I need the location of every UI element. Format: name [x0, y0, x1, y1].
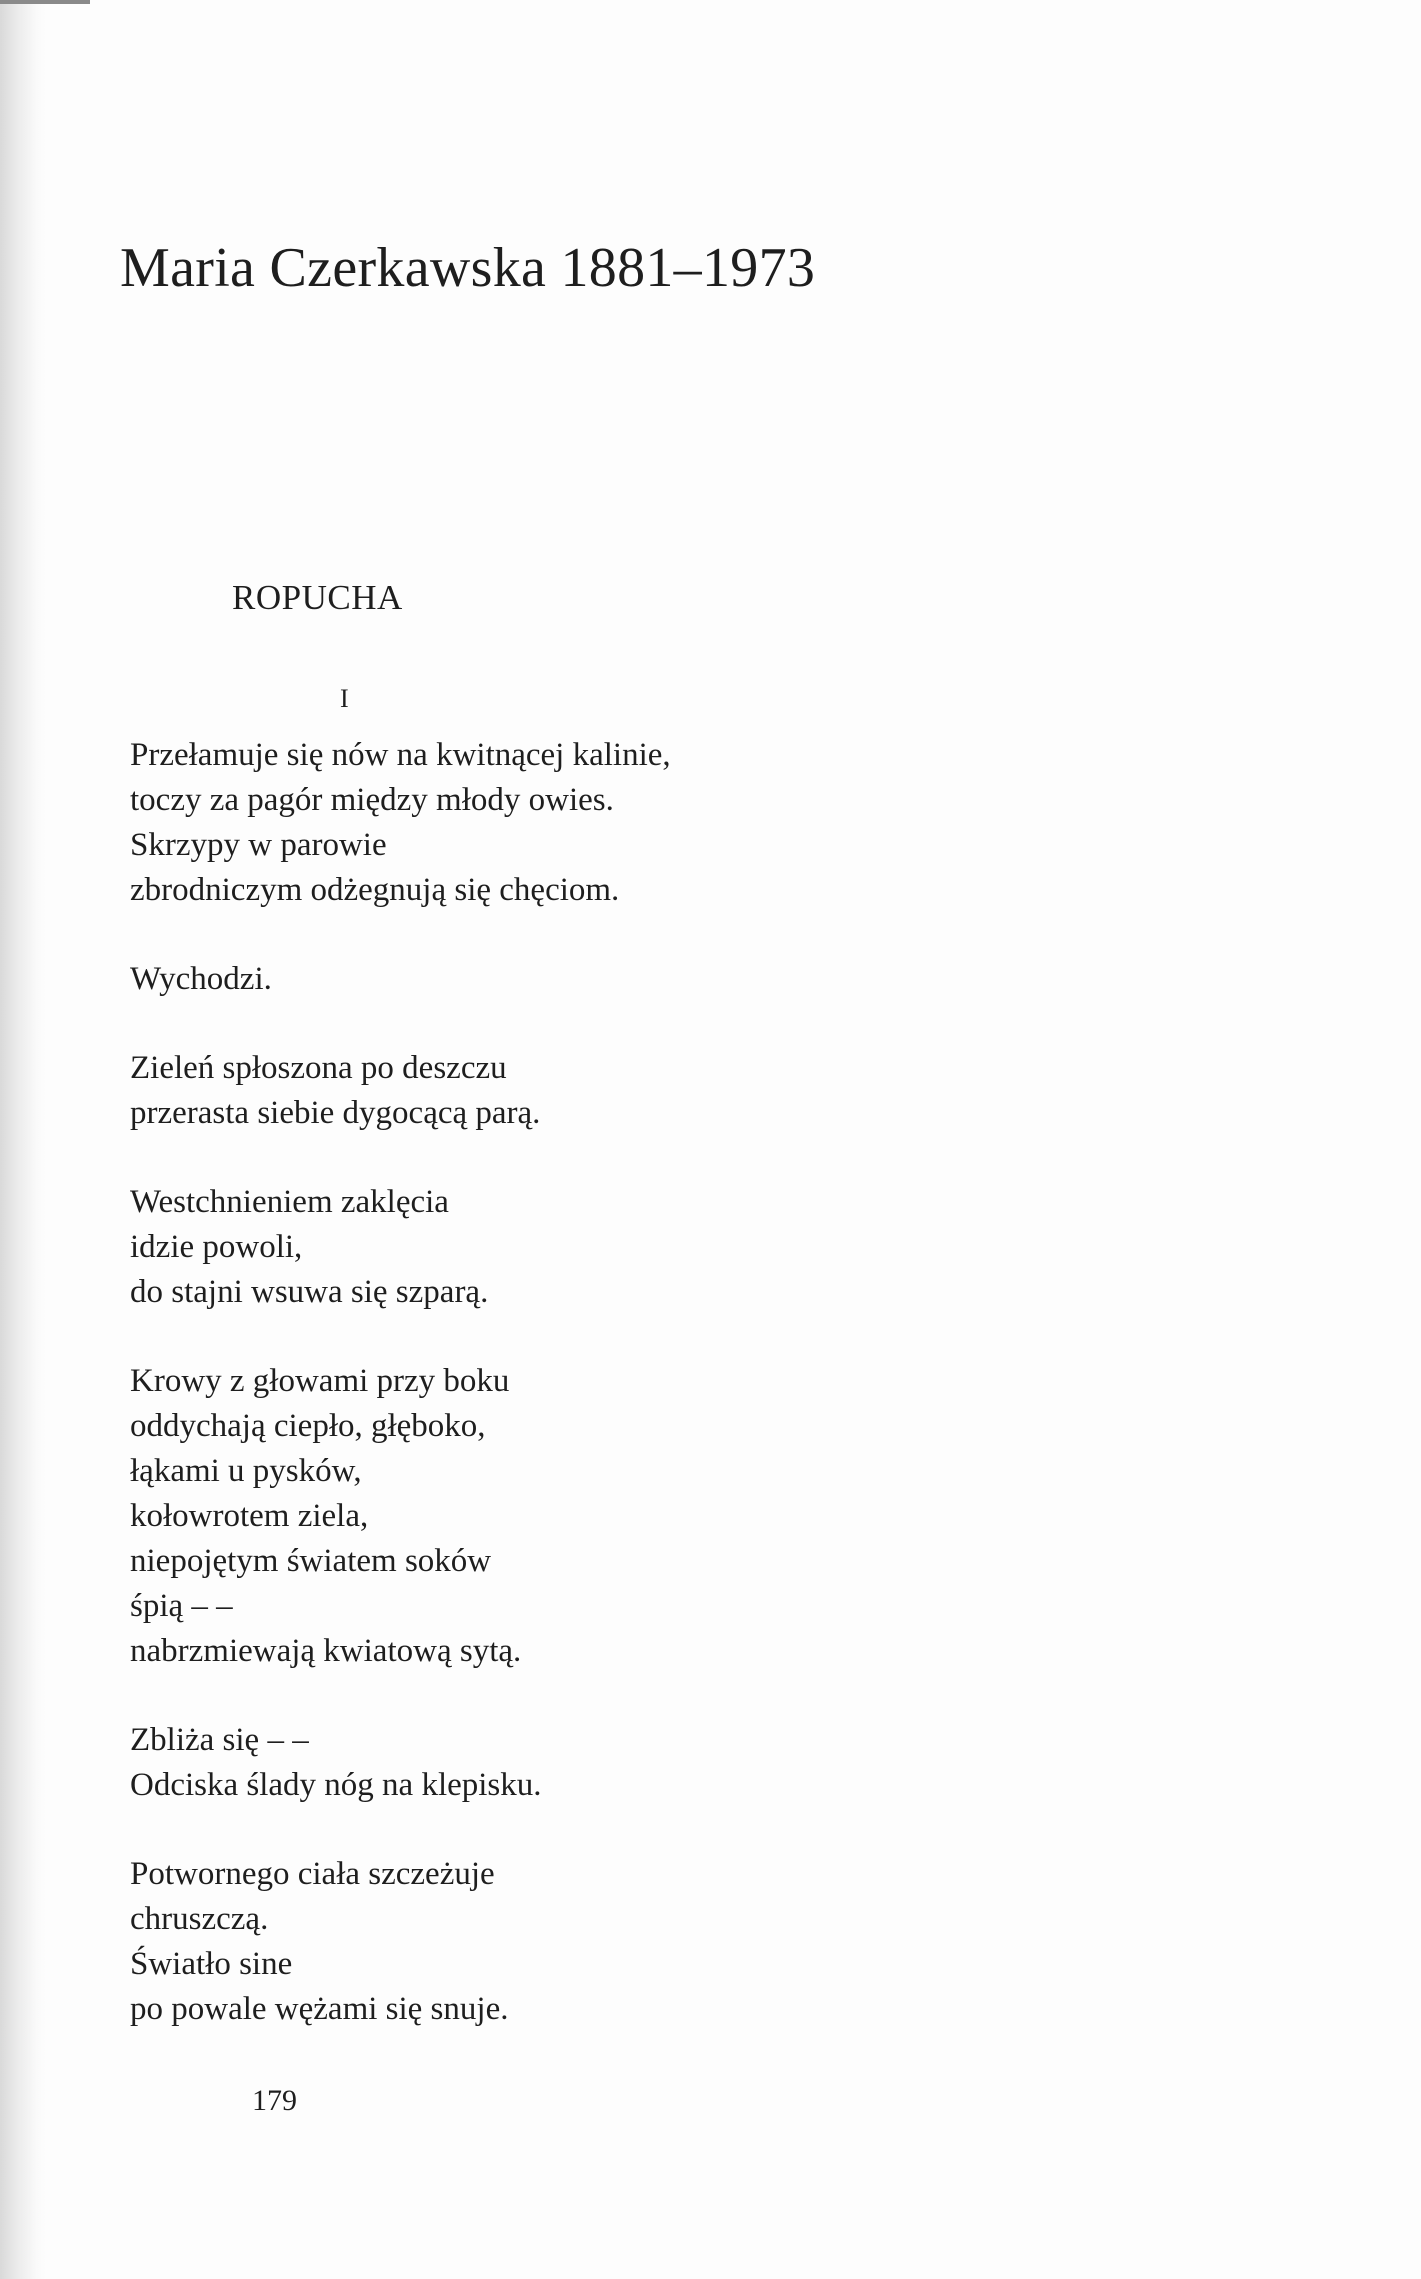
- poem-line: chruszczą.: [130, 1901, 269, 1937]
- stanza-6: [130, 1718, 1310, 1808]
- poem-line: łąkami u pysków,: [130, 1453, 362, 1489]
- poem-body: [130, 733, 1310, 2076]
- poem-line: kołowrotem ziela,: [130, 1498, 369, 1534]
- stanza-1: [130, 733, 1310, 913]
- poem-line: zbrodniczym odżegnują się chęciom.: [130, 872, 620, 908]
- poem-line: idzie powoli,: [130, 1229, 303, 1265]
- poem-line: Odciska ślady nóg na klepisku.: [130, 1767, 542, 1803]
- poem-line: oddychają ciepło, głęboko,: [130, 1408, 486, 1444]
- poem-line: nabrzmiewają kwiatową sytą.: [130, 1633, 522, 1669]
- poem-line: Zbliża się – –: [130, 1722, 309, 1758]
- poem-line: Potwornego ciała szczeżuje: [130, 1856, 495, 1892]
- poem-title: ROPUCHA: [232, 578, 403, 617]
- stanza-3: [130, 1046, 1310, 1136]
- stanza-4: [130, 1180, 1310, 1315]
- poem-line: Wychodzi.: [130, 961, 272, 997]
- poem-line: Westchnieniem zaklęcia: [130, 1184, 449, 1220]
- page-top-edge: [0, 0, 90, 4]
- binding-shadow: [0, 0, 46, 2279]
- section-number: I: [340, 684, 349, 713]
- poem-line: do stajni wsuwa się szparą.: [130, 1274, 489, 1310]
- poem-line: po powale wężami się snuje.: [130, 1991, 509, 2027]
- stanza-5: [130, 1359, 1310, 1674]
- poem-line: Skrzypy w parowie: [130, 827, 387, 863]
- poem-line: niepojętym światem soków: [130, 1543, 492, 1579]
- stanza-7: [130, 1852, 1310, 2032]
- poem-line: przerasta siebie dygocącą parą.: [130, 1095, 541, 1131]
- poem-line: Krowy z głowami przy boku: [130, 1363, 510, 1399]
- poem-line: Światło sine: [130, 1946, 293, 1982]
- poem-line: śpią – –: [130, 1588, 233, 1624]
- stanza-2: [130, 957, 1310, 1002]
- poem-line: Zieleń spłoszona po deszczu: [130, 1050, 507, 1086]
- poem-line: toczy za pagór między młody owies.: [130, 782, 614, 818]
- poem-line: Przełamuje się nów na kwitnącej kalinie,: [130, 737, 671, 773]
- page-number: 179: [252, 2084, 297, 2117]
- author-heading: Maria Czerkawska 1881–1973: [120, 237, 816, 299]
